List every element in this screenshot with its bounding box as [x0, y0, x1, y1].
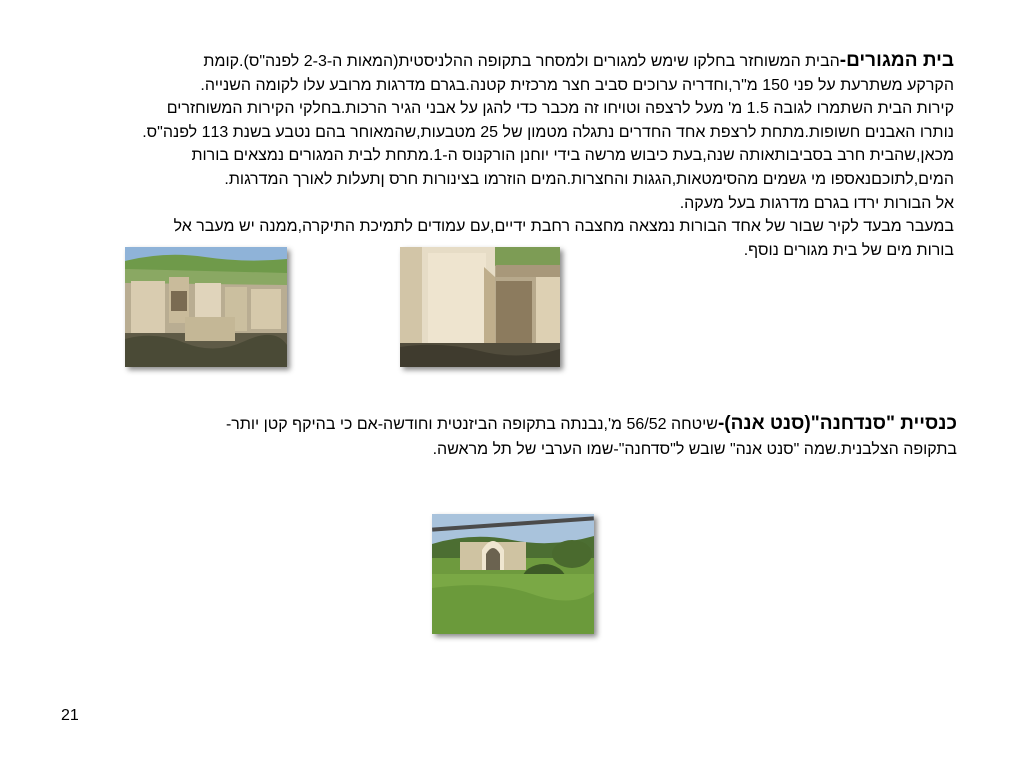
ruins-photo-residence [125, 247, 287, 367]
church-photo-sandahanna [432, 514, 594, 634]
section-residence-line-3: קירות הבית השתמרו לגובה 1.5 מ' מעל לרצפה וטויחו זה מכבר כדי להגן על אבני הגיר הרכות.בחלקי הקירות המשוחזרים [166, 100, 954, 118]
section-church-line-2: בתקופה הצלבנית.שמה "סנט אנה" שובש ל"סדחנה"-שמו הערבי של תל מראשה. [432, 441, 957, 458]
section-residence-line-7: אל הבורות ירדו בגרם מדרגות בעל מעקה. [679, 194, 954, 212]
ruins-photo-wall [400, 247, 560, 367]
section-church-line-1: כנסיית "סנדחנה"(סנט אנה)-שיטחה 56/52 מ',נבנתה בתקופה הביזנטית וחודשה-אם כי בהיקף קטן יותר- [225, 413, 957, 434]
section-residence-line-5: מכאן,שהבית חרב בסביבותאותה שנה,בעת כיבוש מרשה בידי יוחנן הורקנוס ה-1.מתחת לבית המגורים נמצאים בורות [191, 147, 954, 165]
section-residence-line-9: בורות מים של בית מגורים נוסף. [743, 241, 954, 259]
section-residence-heading: בית המגורים- [839, 50, 954, 71]
section-residence-line-6: המים,לתוכםנאספו מי גשמים מהסימטאות,הגגות והחצרות.המים הוזרמו בצינורות חרס ןתעלות לאורך המדרגות. [224, 170, 954, 188]
section-residence-line-1: בית המגורים-הבית המשוחזר בחלקו שימש למגורים ולמסחר בתקופה ההלניסטית(המאות ה-2-3 לפנה"ס).קומת [203, 50, 954, 71]
section-residence-line-4: נותרו האבנים חשופות.מתחת לרצפת אחד החדרים נתגלה מטמון של 25 מטבעות,שהמאוחר בהם נטבע בשנת 113 לפנה"ס. [142, 123, 954, 141]
section-residence-line-8: במעבר מבעד לקיר שבור של אחד הבורות נמצאה מחצבה רחבת ידיים,עם עמודים לתמיכת התיקרה,ממנה יש מעבר אל [173, 218, 954, 236]
section-residence [6, 49, 954, 262]
section-church-heading: כנסיית "סנדחנה"(סנט אנה)- [717, 413, 957, 434]
section-church [67, 411, 957, 462]
section-residence-line-2: הקרקע משתרעת על פני 150 מ"ר,וחדריה ערוכים סביב חצר מרכזית קטנה.בגרם מדרגות מרובע עלו לקומה השנייה. [200, 76, 954, 94]
page-number: 21 [61, 707, 79, 724]
